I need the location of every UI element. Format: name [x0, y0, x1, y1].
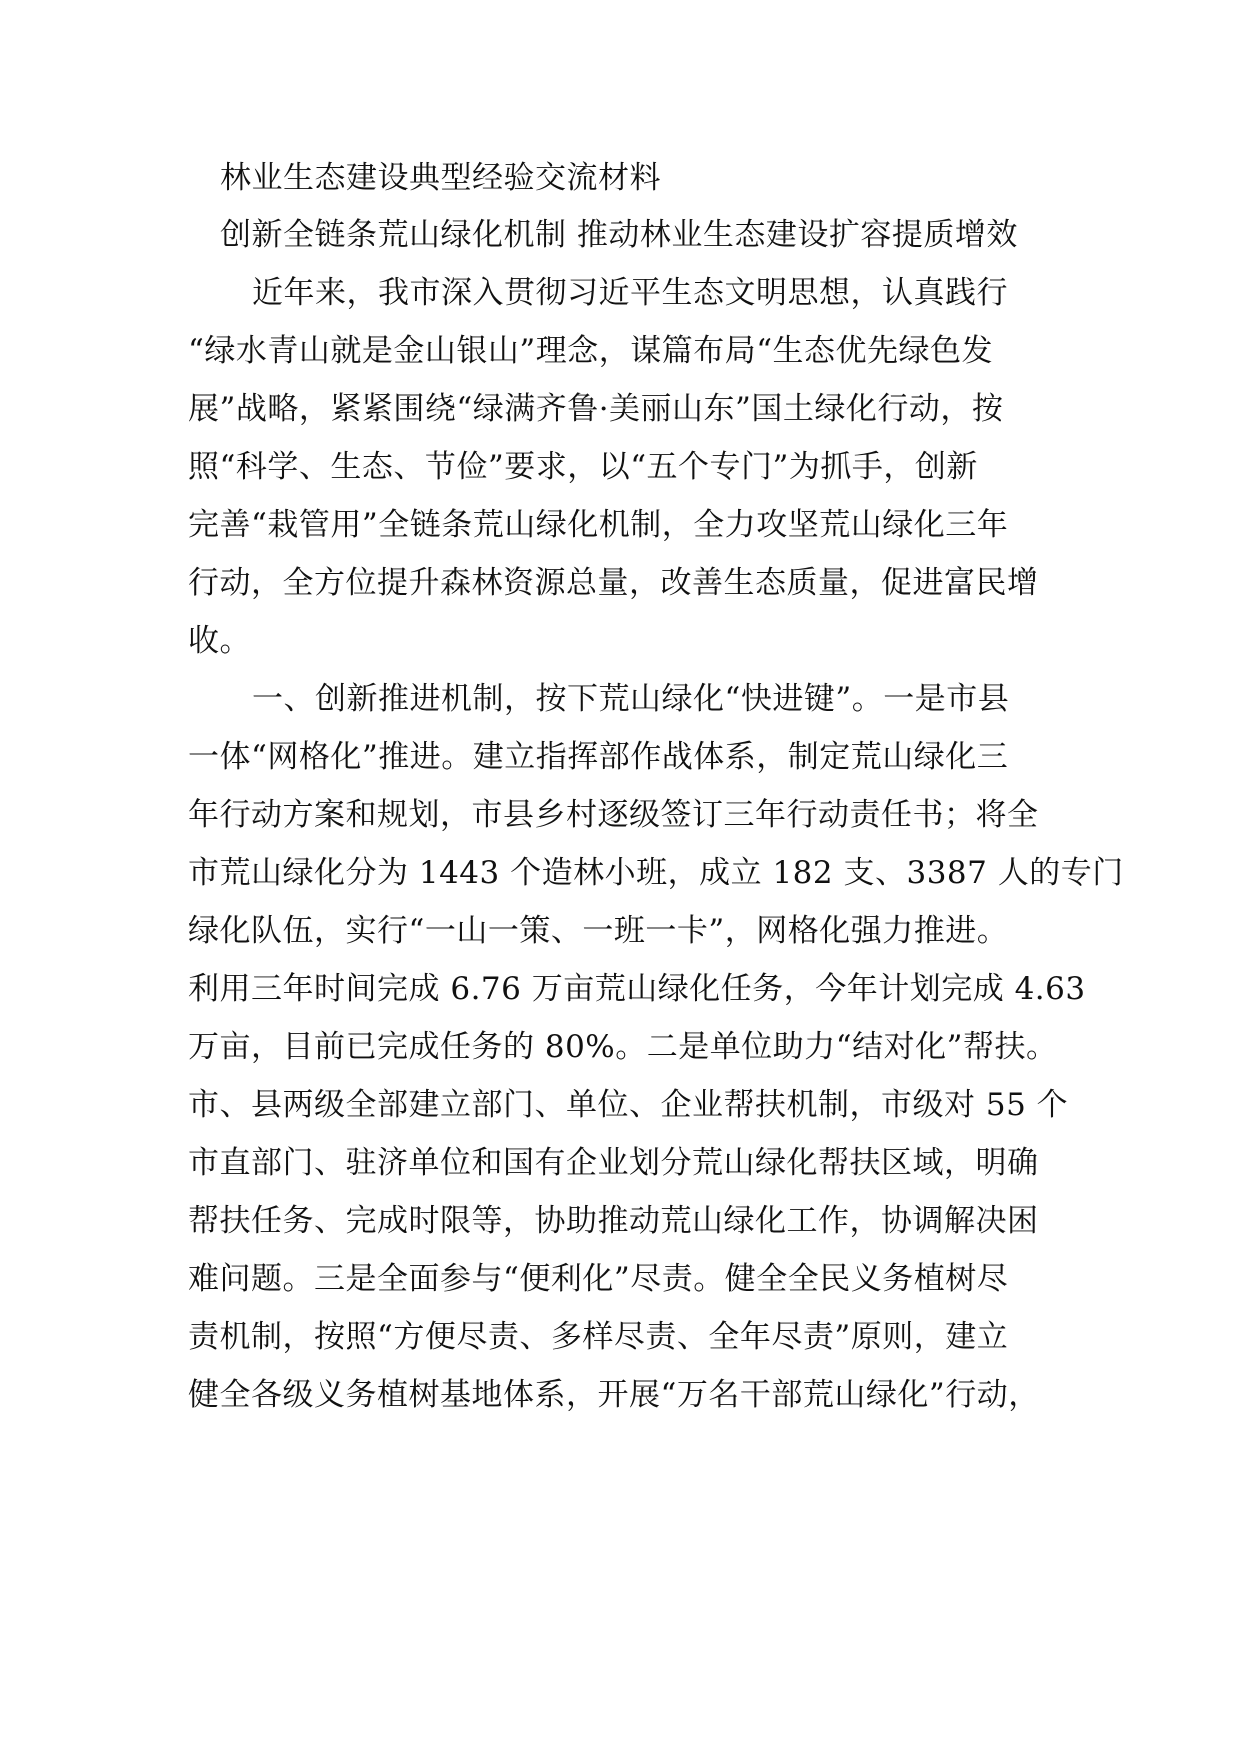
paragraph-line: 一体“网格化”推进。建立指挥部作战体系，制定荒山绿化三 — [188, 739, 1009, 775]
paragraph-line: 年行动方案和规划，市县乡村逐级签订三年行动责任书；将全 — [188, 797, 1039, 833]
paragraph-line: 收。 — [188, 623, 251, 659]
paragraph-line: 市、县两级全部建立部门、单位、企业帮扶机制，市级对 55 个 — [188, 1087, 1069, 1123]
paragraph-line: 照“科学、生态、节俭”要求，以“五个专门”为抓手，创新 — [188, 449, 978, 485]
paragraph-line: 市荒山绿化分为 1443 个造林小班，成立 182 支、3387 人的专门 — [188, 855, 1124, 891]
paragraph-line: 行动，全方位提升森林资源总量，改善生态质量，促进富民增 — [188, 565, 1039, 601]
paragraph-line: 健全各级义务植树基地体系，开展“万名干部荒山绿化”行动， — [188, 1377, 1040, 1413]
paragraph-line: 近年来，我市深入贯彻习近平生态文明思想，认真践行 — [252, 275, 1008, 311]
document-subtitle: 创新全链条荒山绿化机制 推动林业生态建设扩容提质增效 — [220, 217, 1018, 253]
paragraph-line: “绿水青山就是金山银山”理念，谋篇布局“生态优先绿色发 — [188, 333, 994, 369]
paragraph-line: 利用三年时间完成 6.76 万亩荒山绿化任务，今年计划完成 4.63 — [188, 971, 1086, 1007]
paragraph-line: 难问题。三是全面参与“便利化”尽责。健全全民义务植树尽 — [188, 1261, 1009, 1297]
paragraph-line: 绿化队伍，实行“一山一策、一班一卡”，网格化强力推进。 — [188, 913, 1009, 949]
paragraph-line: 完善“栽管用”全链条荒山绿化机制，全力攻坚荒山绿化三年 — [188, 507, 1009, 543]
paragraph-line: 万亩，目前已完成任务的 80%。二是单位助力“结对化”帮扶。 — [188, 1029, 1058, 1065]
paragraph-line: 市直部门、驻济单位和国有企业划分荒山绿化帮扶区域，明确 — [188, 1145, 1039, 1181]
paragraph-line: 责机制，按照“方便尽责、多样尽责、全年尽责”原则，建立 — [188, 1319, 1009, 1355]
paragraph-line: 帮扶任务、完成时限等，协助推动荒山绿化工作，协调解决困 — [188, 1203, 1039, 1239]
paragraph-line: 展”战略，紧紧围绕“绿满齐鲁·美丽山东”国土绿化行动，按 — [188, 391, 1004, 427]
document-title: 林业生态建设典型经验交流材料 — [220, 160, 661, 196]
paragraph-line: 一、创新推进机制，按下荒山绿化“快进键”。一是市县 — [252, 681, 1010, 717]
